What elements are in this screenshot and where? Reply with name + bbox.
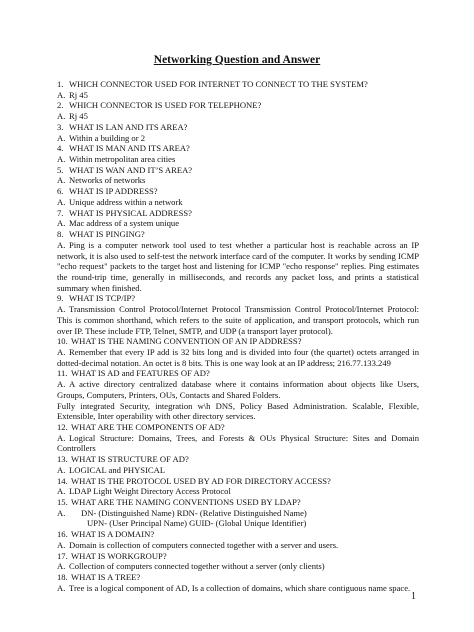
- answer: [57, 540, 419, 551]
- question-text: WHAT IS IP ADDRESS?: [69, 186, 158, 197]
- question-text: WHAT ARE THE COMPONENTS OF AD?: [71, 422, 225, 432]
- question: [57, 551, 419, 562]
- question-number: 15.: [57, 497, 68, 508]
- question-text: WHAT IS LAN AND ITS AREA?: [69, 121, 188, 132]
- question-number: 10.: [57, 336, 68, 347]
- answer: [57, 486, 419, 497]
- question-text: WHAT IS WORKGROUP?: [71, 550, 167, 561]
- answer-label: A.: [57, 175, 66, 186]
- question-number: 2.: [57, 100, 64, 111]
- answer-text: Mac address of a system unique: [69, 218, 180, 229]
- answer-paragraph: [57, 347, 419, 368]
- answer-text: A active directory centralized database where it contains information about objects like Users, Groups, Computers, Printers, OUs, Contacts and Shared Folders.: [57, 379, 419, 400]
- answer-text: Remember that every IP add is 32 bits long and is divided into four (the quartet) octets arranged in dotted-decimal notation. An octet is 8 bits. This is one way look at an IP address; 216.77.133.249: [57, 346, 419, 368]
- question: [57, 100, 419, 111]
- question-text: WHAT IS THE NAMING CONVENTION OF AN IP ADDRESS?: [71, 336, 302, 347]
- question: [57, 454, 419, 465]
- answer: [57, 90, 419, 101]
- question-number: 3.: [57, 121, 64, 132]
- question-text: WHAT IS A TREE?: [71, 572, 141, 583]
- answer-text: Logical Structure: Domains, Trees, and Forests & OUs Physical Structure: Sites and Domain Controllers: [57, 432, 419, 454]
- answer-label: A.: [57, 132, 66, 143]
- answer: [57, 218, 419, 229]
- question: [57, 122, 419, 133]
- question-number: 11.: [57, 368, 68, 379]
- answer-label: A.: [57, 304, 66, 315]
- answer-text: Rj 45: [69, 89, 88, 100]
- question: [57, 229, 419, 240]
- answer-paragraph: [57, 240, 419, 294]
- question-text: WHAT IS TCP/IP?: [69, 293, 136, 304]
- question-text: WHAT ARE THE NAMING CONVENTIONS USED BY LDAP?: [71, 497, 301, 508]
- question: [57, 165, 419, 176]
- question-number: 16.: [57, 529, 68, 540]
- answer-label: A.: [57, 507, 66, 518]
- question: [57, 422, 419, 433]
- answer-label: A.: [57, 196, 66, 207]
- question-text: WHICH CONNECTOR USED FOR INTERNET TO CONNECT TO THE SYSTEM?: [69, 79, 368, 89]
- answer-label: A.: [57, 239, 66, 250]
- answer: [57, 111, 419, 122]
- question: [57, 336, 419, 347]
- answer-label: A.: [57, 464, 66, 475]
- answer-label: A.: [57, 582, 66, 593]
- question-number: 12.: [57, 422, 68, 432]
- question-number: 1.: [57, 79, 64, 89]
- question-number: 8.: [57, 229, 64, 240]
- question: [57, 572, 419, 583]
- question: [57, 208, 419, 219]
- answer-text: DN- (Distinguished Name) RDN- (Relative Distinguished Name): [81, 507, 307, 518]
- question-text: WHICH CONNECTOR IS USED FOR TELEPHONE?: [69, 100, 262, 111]
- answer-text: Unique address within a network: [69, 196, 183, 207]
- question-text: WHAT IS THE PROTOCOL USED BY AD FOR DIRECTORY ACCESS?: [71, 475, 331, 486]
- question-number: 14.: [57, 475, 68, 486]
- answer-text: Within metropolitan area cities: [69, 154, 176, 165]
- question: [57, 476, 419, 487]
- question-number: 7.: [57, 207, 64, 218]
- answer-text: Ping is a computer network tool used to test whether a particular host is reachable across an IP network, it is also used to self-test the network interface card of the computer. It works by sending ICMP "echo request" packets to the target host and listening for ICMP "echo response" replies. Ping estimates the round-trip time, generally in milliseconds, and records any packet loss, and prints a statistical summary when finished.: [57, 239, 419, 293]
- answer-paragraph: [57, 379, 419, 400]
- question: [57, 79, 419, 90]
- answer: [57, 133, 419, 144]
- question-number: 18.: [57, 572, 68, 583]
- answer-text: Domain is collection of computers connected together with a server and users.: [69, 539, 339, 550]
- question-text: WHAT IS PHYSICAL ADDRESS?: [69, 207, 192, 218]
- answer-label: A.: [57, 346, 66, 357]
- answer-continuation: Fully integrated Security, integration w\h DNS, Policy Based Administration. Scalable, Flexible, Extensible, Inter operability with other directory services.: [57, 400, 419, 422]
- answer: [57, 561, 419, 572]
- answer-continuation: UPN- (User Principal Name) GUID- (Global Unique Identifier): [87, 518, 307, 529]
- answer-label: A.: [57, 379, 66, 390]
- answer: [57, 154, 419, 165]
- question-text: WHAT IS AD and FEATURES OF AD?: [71, 368, 210, 379]
- answer-label: A.: [57, 154, 66, 165]
- question-text: WHAT IS STRUCTURE OF AD?: [71, 454, 189, 465]
- question: [57, 529, 419, 540]
- answer-label: A.: [57, 561, 66, 572]
- answer-text: Collection of computers connected together without a server (only clients): [69, 561, 325, 572]
- answer-text: Rj 45: [69, 111, 88, 122]
- page-title: Networking Question and Answer: [153, 54, 321, 66]
- question: [57, 497, 419, 508]
- question-text: WHAT IS WAN AND IT’S AREA?: [69, 164, 193, 175]
- question: [57, 368, 419, 379]
- answer: [57, 465, 419, 476]
- question-text: WHAT IS MAN AND ITS AREA?: [69, 143, 190, 154]
- answer: [57, 197, 419, 208]
- answer-text: LOGICAL and PHYSICAL: [69, 464, 166, 475]
- answer-label: A.: [57, 89, 66, 100]
- answer-text: Tree is a logical component of AD, Is a collection of domains, which share contiguous name space.: [69, 582, 411, 593]
- answer-paragraph: [57, 433, 419, 454]
- answer: [57, 508, 419, 519]
- page-number: 1: [411, 591, 416, 602]
- answer-label: A.: [57, 432, 66, 443]
- question: [57, 143, 419, 154]
- answer-label: A.: [57, 539, 66, 550]
- question-number: 13.: [57, 454, 68, 465]
- question-number: 6.: [57, 186, 64, 197]
- question-number: 9.: [57, 293, 64, 304]
- answer-text: Transmission Control Protocol/Internet Protocol Transmission Control Protocol/Internet Protocol: This is common shorthand, which refers to the suite of application, and transport protocols, which run over IP. These include FTP, Telnet, SMTP, and UDP (a transport layer protocol).: [57, 304, 419, 336]
- question: [57, 293, 419, 304]
- answer-label: A.: [57, 486, 66, 497]
- answer-label: A.: [57, 111, 66, 122]
- answer-text: Networks of networks: [69, 175, 146, 186]
- question-number: 17.: [57, 550, 68, 561]
- question-number: 5.: [57, 164, 64, 175]
- question: [57, 186, 419, 197]
- answer: [57, 175, 419, 186]
- question-number: 4.: [57, 143, 64, 154]
- answer-paragraph: [57, 304, 419, 336]
- question-text: WHAT IS A DOMAIN?: [71, 529, 155, 540]
- answer-text: Within a building or 2: [69, 132, 146, 143]
- answer: [57, 583, 419, 594]
- question-text: WHAT IS PINGING?: [69, 229, 145, 240]
- qa-list: [57, 79, 419, 594]
- answer-text: LDAP Light Weight Directory Access Protocol: [69, 486, 231, 497]
- answer-label: A.: [57, 218, 66, 229]
